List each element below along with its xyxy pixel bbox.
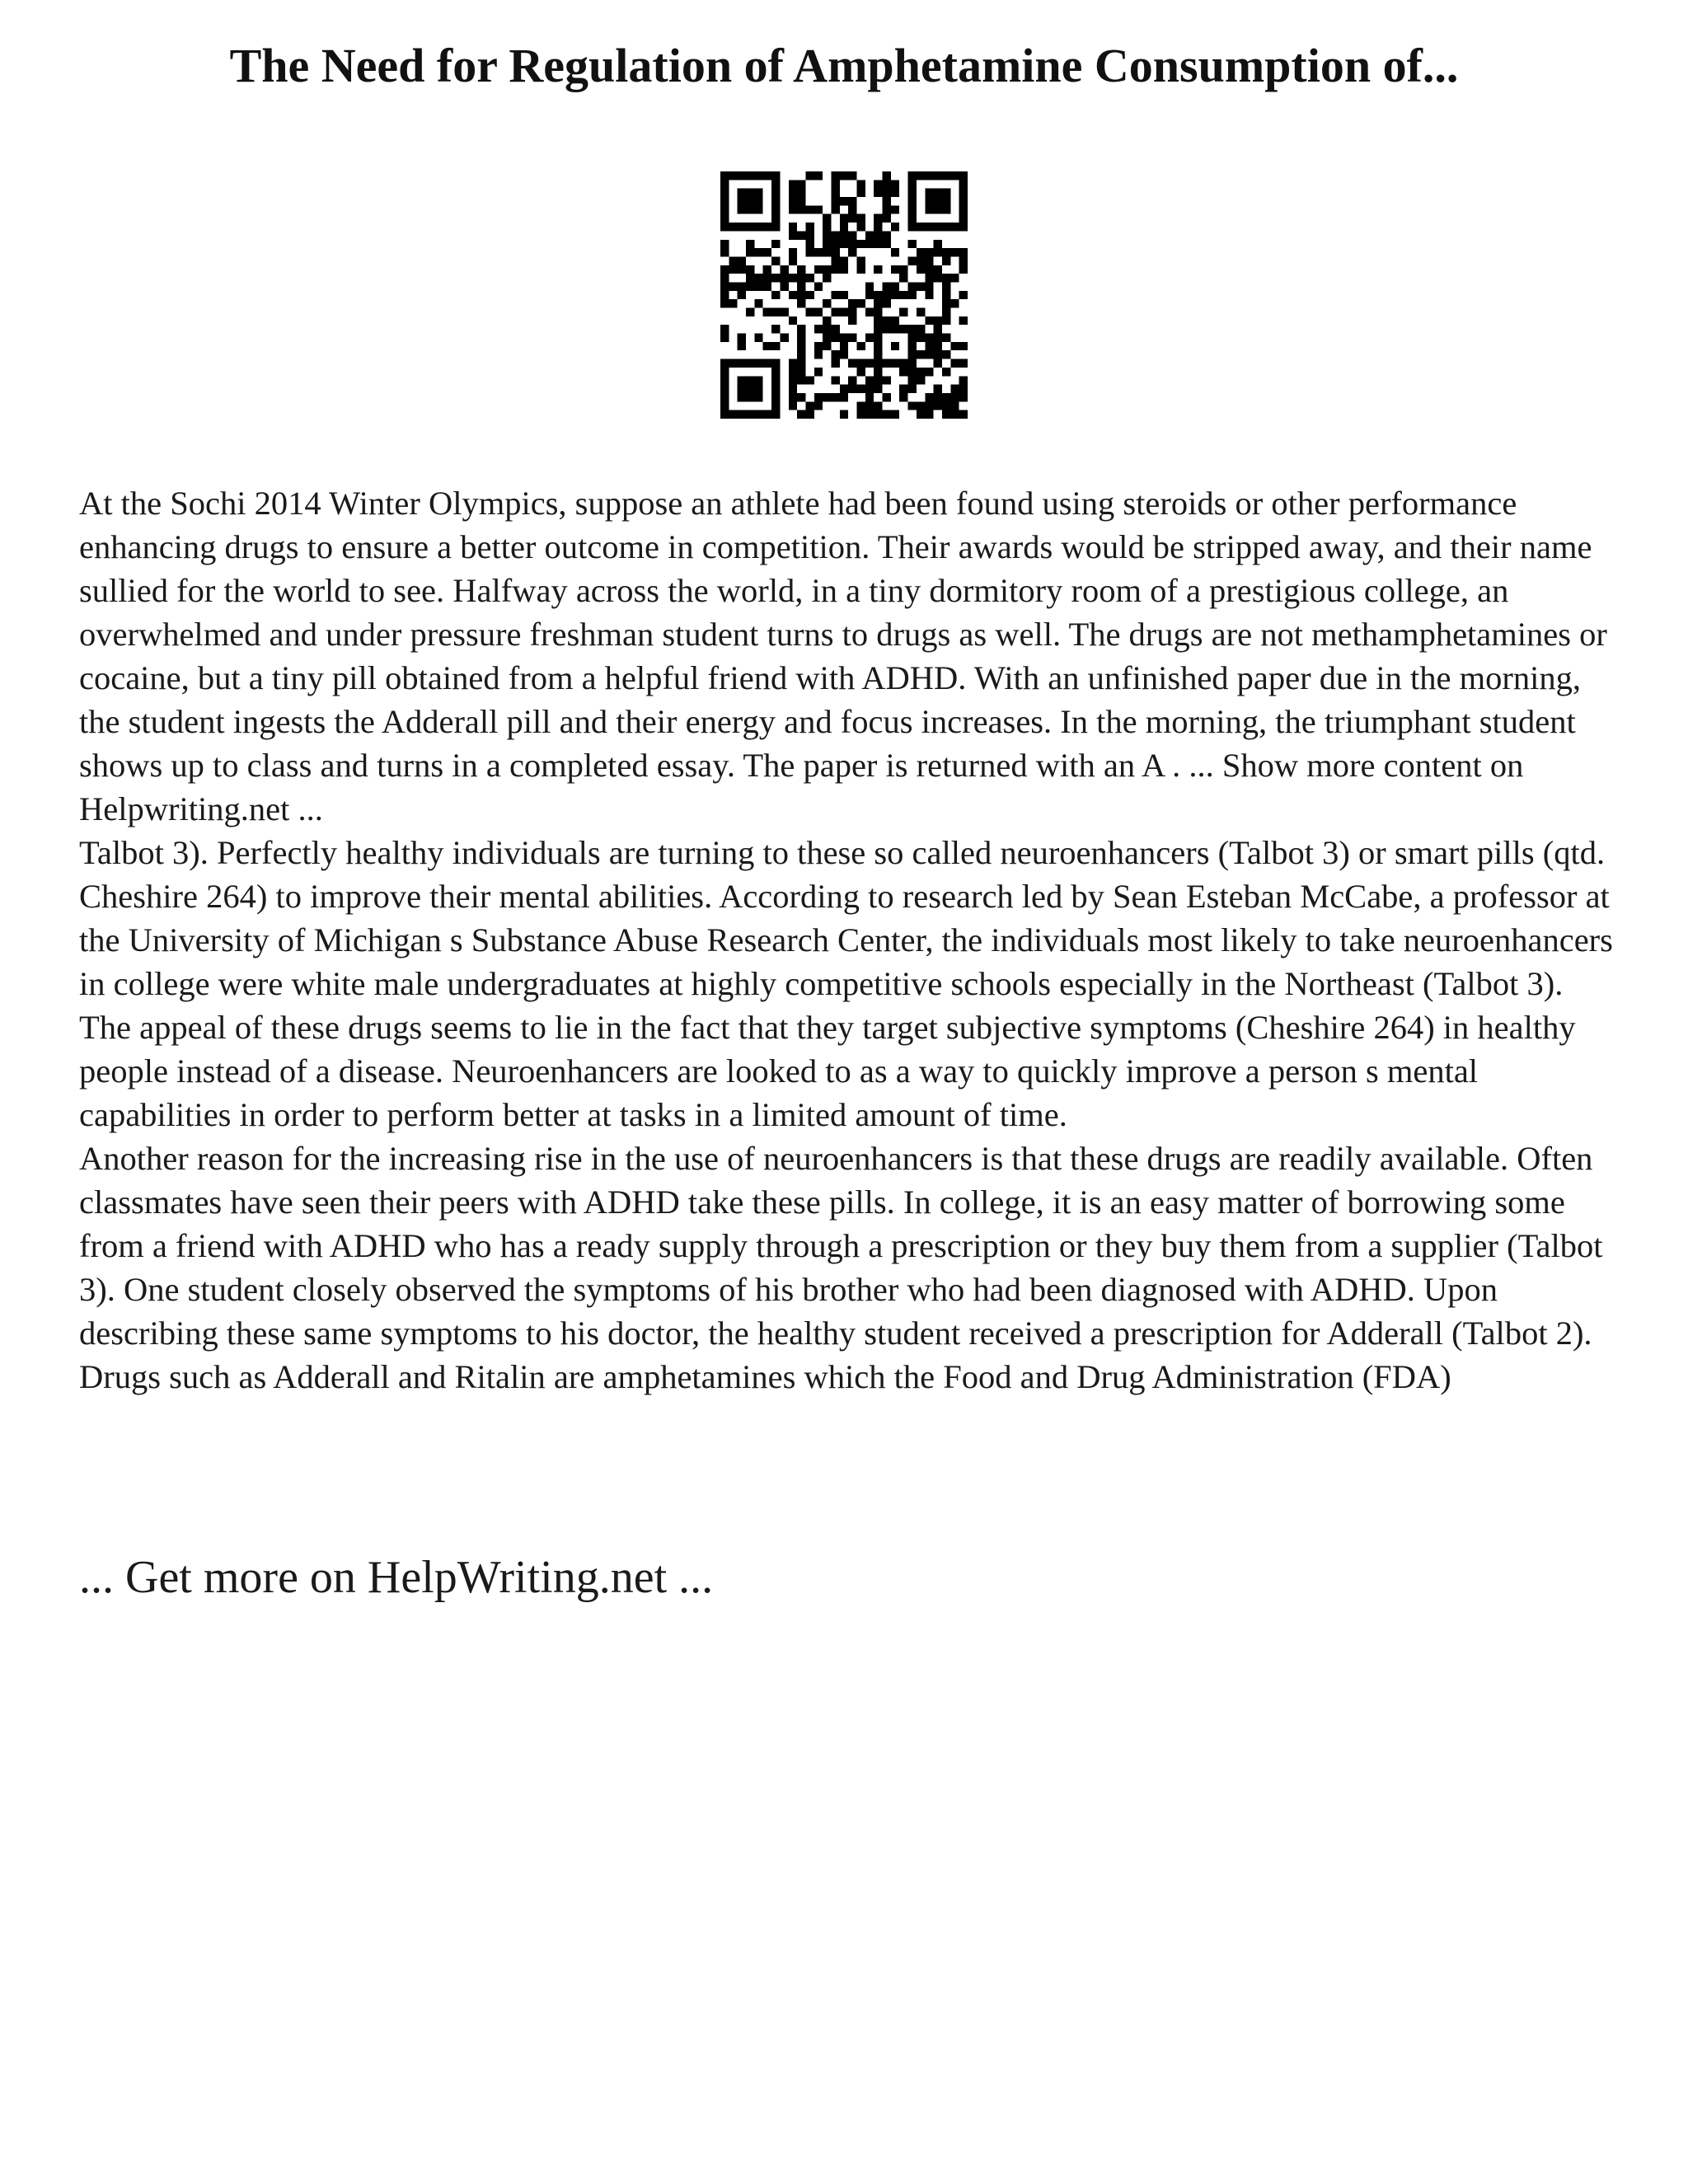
- qr-code-icon[interactable]: [720, 171, 968, 419]
- body-paragraph-3: Another reason for the increasing rise in the use of neuroenhancers is that these drugs are readily available. Often classmates have seen their peers with ADHD take these pills. In college, it is an easy matter of borrowing some from a friend with ADHD who has a ready supply through a prescription or they buy them from a supplier (Talbot 3). One student closely observed the symptoms of his brother who had been diagnosed with ADHD. Upon describing these same symptoms to his doctor, the healthy student received a prescription for Adderall (Talbot 2). Drugs such as Adderall and Ritalin are amphetamines which the Food and Drug Administration (FDA): [79, 1140, 1603, 1395]
- document-body: [79, 481, 1620, 1399]
- qr-code-graphic: [720, 171, 968, 419]
- get-more-link[interactable]: ... Get more on HelpWriting.net ...: [79, 1552, 714, 1603]
- document-title: The Need for Regulation of Amphetamine Consumption of...: [229, 39, 1459, 92]
- body-paragraph-1: At the Sochi 2014 Winter Olympics, suppose an athlete had been found using steroids or other performance enhancing drugs to ensure a better outcome in competition. Their awards would be stripped away, and their name sullied for the world to see. Halfway across the world, in a tiny dormitory room of a prestigious college, an overwhelmed and under pressure freshman student turns to drugs as well. The drugs are not methamphetamines or cocaine, but a tiny pill obtained from a helpful friend with ADHD. With an unfinished paper due in the morning, the student ingests the Adderall pill and their energy and focus increases. In the morning, the triumphant student shows up to class and turns in a completed essay. The paper is returned with an A . ... Show more content on Helpwriting.net ...: [79, 485, 1607, 827]
- body-paragraph-2: Talbot 3). Perfectly healthy individuals are turning to these so called neuroenhancers (Talbot 3) or smart pills (qtd. Cheshire 264) to improve their mental abilities. According to research led by Sean Esteban McCabe, a professor at the University of Michigan s Substance Abuse Research Center, the individuals most likely to take neuroenhancers in college were white male undergraduates at highly competitive schools especially in the Northeast (Talbot 3). The appeal of these drugs seems to lie in the fact that they target subjective symptoms (Cheshire 264) in healthy people instead of a disease. Neuroenhancers are looked to as a way to quickly improve a person s mental capabilities in order to perform better at tasks in a limited amount of time.: [79, 834, 1613, 1133]
